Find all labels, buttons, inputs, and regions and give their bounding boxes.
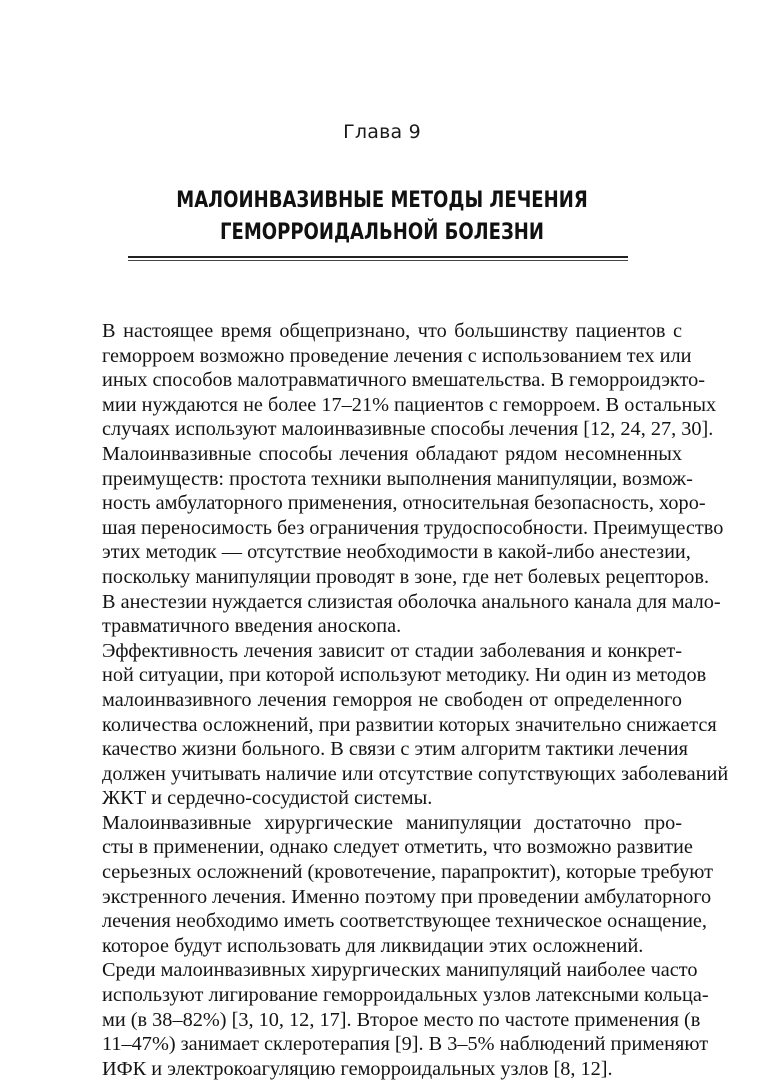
paragraph	[102, 639, 729, 811]
text-line: шая переносимость без ограничения трудоспособности. Преимущество	[102, 516, 724, 539]
text-line: качество жизни больного. В связи с этим алгоритм тактики лечения	[102, 738, 688, 761]
text-line: Эффективность лечения зависит от стадии заболевания и конкрет-	[102, 639, 682, 662]
text-line: ной ситуации, при которой используют методику. Ни один из методов	[102, 664, 707, 687]
chapter-title-line-1: МАЛОИНВАЗИВНЫЕ МЕТОДЫ ЛЕЧЕНИЯ	[176, 188, 588, 213]
chapter-title-line-2: ГЕМОРРОИДАЛЬНОЙ БОЛЕЗНИ	[220, 220, 544, 245]
body-text	[102, 319, 729, 1081]
text-line: должен учитывать наличие или отсутствие сопутствующих заболеваний	[102, 762, 729, 785]
text-line: В анестезии нуждается слизистая оболочка анального канала для мало-	[102, 590, 721, 613]
text-line: экстренного лечения. Именно поэтому при проведении амбулаторного	[102, 885, 712, 908]
text-line: геморроем возможно проведение лечения с использованием тех или	[102, 344, 692, 367]
text-line: 11–47%) занимает склеротерапия [9]. В 3–5% наблюдений применяют	[102, 1033, 709, 1056]
paragraph	[102, 811, 713, 959]
chapter-title	[69, 185, 695, 249]
text-line: малоинвазивного лечения геморроя не свободен от определенного	[102, 688, 682, 711]
text-line: ЖКТ и сердечно-сосудистой системы.	[102, 787, 433, 810]
text-line: сты в применении, однако следует отметить, что возможно развитие	[102, 836, 693, 859]
text-line: количества осложнений, при развитии которых значительно снижается	[102, 713, 717, 736]
text-line: травматичного введения аноскопа.	[102, 615, 402, 638]
text-line: лечения необходимо иметь соответствующее техническое оснащение,	[102, 910, 707, 933]
text-line: Среди малоинвазивных хирургических манипуляций наиболее часто	[102, 959, 698, 982]
paragraph	[102, 442, 724, 639]
text-line: В настоящее время общепризнано, что большинству пациентов с	[102, 320, 682, 342]
paragraph	[102, 319, 717, 442]
text-line: ность амбулаторного применения, относительная безопасность, хоро-	[102, 492, 706, 515]
title-rule-thin	[128, 260, 628, 261]
text-line: ми (в 38–82%) [3, 10, 12, 17]. Второе место по частоте применения (в	[102, 1008, 701, 1031]
text-line: преимуществ: простота техники выполнения манипуляции, возмож-	[102, 467, 693, 490]
text-line: Малоинвазивные способы лечения обладают рядом несомненных	[102, 442, 682, 465]
title-rule-thick	[128, 256, 628, 258]
title-double-rule	[128, 256, 628, 261]
text-line: иных способов малотравматичного вмешательства. В геморроидэкто-	[102, 369, 705, 392]
text-line: серьезных осложнений (кровотечение, парапроктит), которые требуют	[102, 861, 713, 884]
text-line: поскольку манипуляции проводят в зоне, где нет болевых рецепторов.	[102, 565, 710, 588]
paragraph	[102, 958, 709, 1081]
text-line: этих методик — отсутствие необходимости в какой-либо анестезии,	[102, 541, 691, 564]
text-line: которое будут использовать для ликвидации этих осложнений.	[102, 934, 644, 957]
text-line: Малоинвазивные хирургические манипуляции достаточно про-	[102, 811, 682, 834]
text-line: случаях используют малоинвазивные способы лечения [12, 24, 27, 30].	[102, 418, 714, 441]
chapter-label: Глава 9	[343, 121, 421, 143]
text-line: ИФК и электрокоагуляцию геморроидальных узлов [8, 12].	[102, 1057, 613, 1080]
text-line: мии нуждаются не более 17–21% пациентов с геморроем. В остальных	[102, 393, 717, 416]
text-line: используют лигирование геморроидальных узлов латексными кольца-	[102, 984, 709, 1007]
